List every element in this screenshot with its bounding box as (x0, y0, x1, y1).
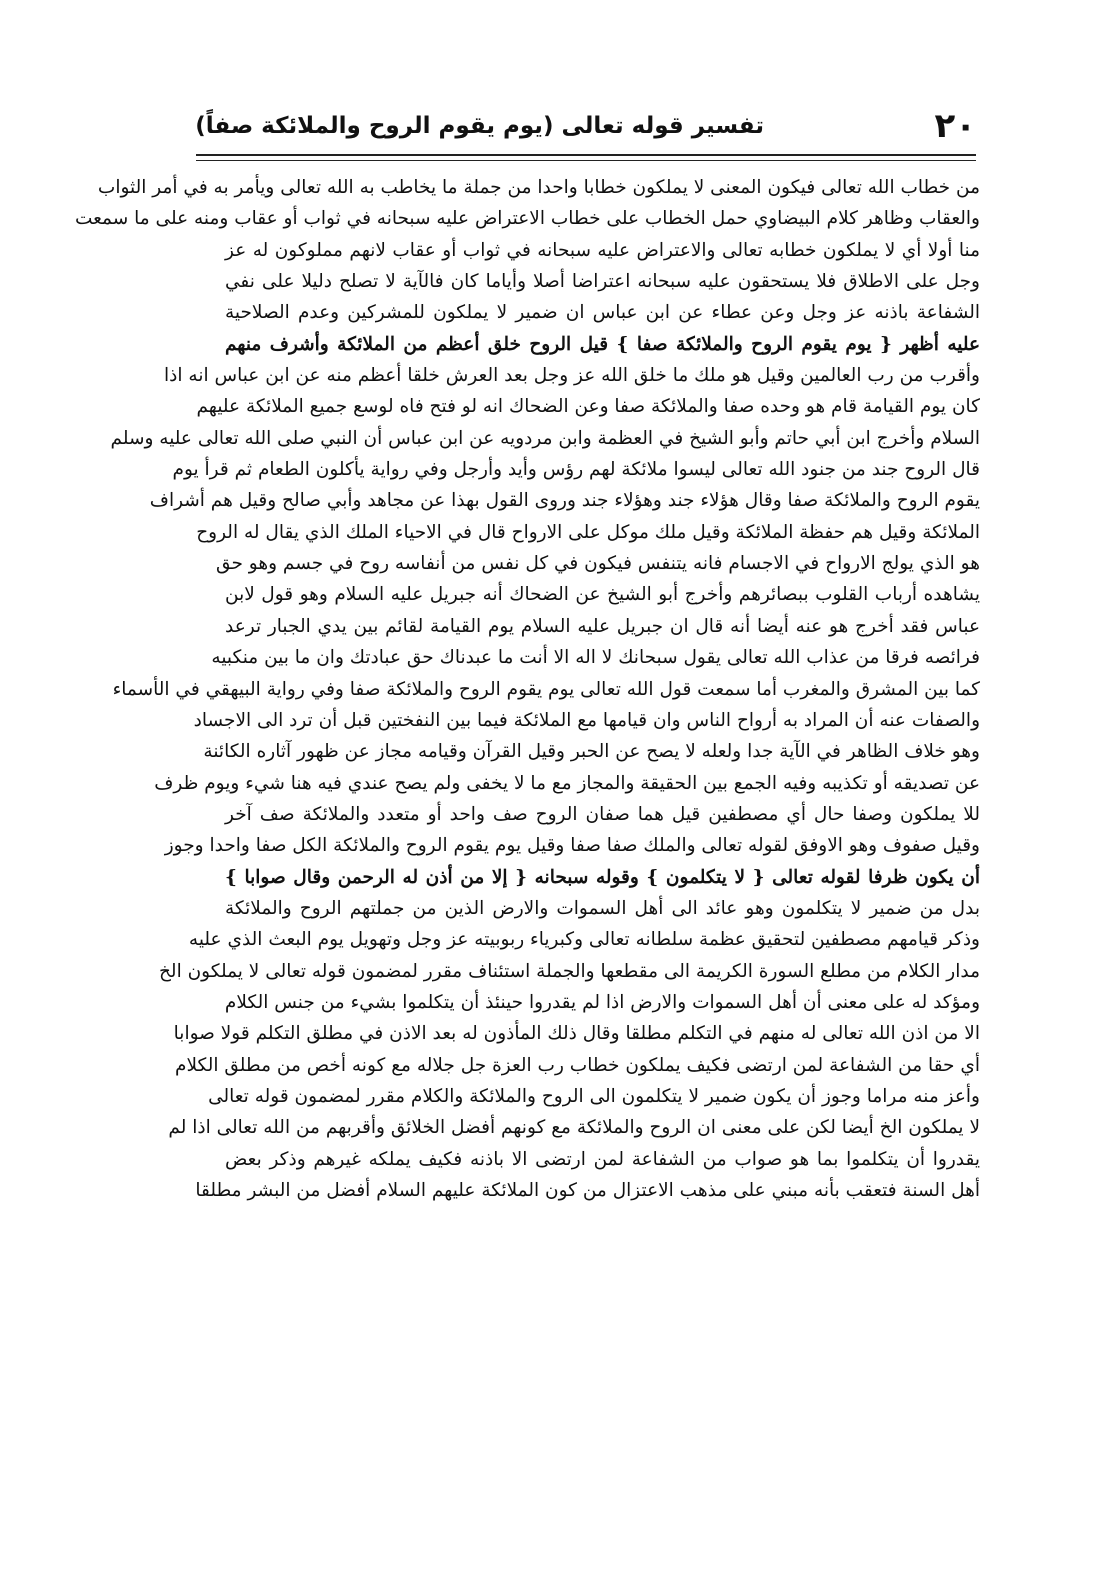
text-line: للا يملكون وصفا حال أي مصطفين قيل هما صفان الروح صف واحد أو متعدد والملائكة صف آخر (225, 803, 980, 825)
text-line: قال الروح جند من جنود الله تعالى ليسوا ملائكة لهم رؤس وأيد وأرجل وفي رواية يأكلون الطعام ثم قرأ يوم (172, 459, 980, 481)
text-line: فرائصه فرقا من عذاب الله تعالى يقول سبحانك لا اله الا أنت ما عبدناك حق عبادتك وان ما بين منكبيه (211, 647, 980, 669)
text-line: أي حقا من الشفاعة لمن ارتضى فكيف يملكون خطاب رب العزة جل جلاله مع كونه أخص من مطلق الكلام (175, 1054, 980, 1076)
body-text (74, 172, 980, 1502)
text-line: الشفاعة باذنه عز وجل وعن عطاء عن ابن عباس ان ضمير لا يملكون للمشركين وعدم الصلاحية (225, 302, 980, 324)
text-line: من خطاب الله تعالى فيكون المعنى لا يملكون خطابا واحدا من جملة ما يخاطب به الله تعالى ويأمر به في أمر الثواب (97, 177, 980, 198)
text-line: وذكر قيامهم مصطفين لتحقيق عظمة سلطانه تعالى وكبرياء ربوبيته عز وجل وتهويل يوم البعث الذي عليه (188, 929, 980, 951)
text-line: والصفات عنه أن المراد به أرواح الناس وان قيامها مع الملائكة فيما بين النفختين قبل أن ترد الى الاجساد (193, 709, 980, 731)
text-line: عباس فقد أخرج هو عنه أيضا أنه قال ان جبريل عليه السلام يوم القيامة لقائم بين يدي الجبار ترعد (225, 615, 980, 637)
page-number: ٢٠ (934, 106, 976, 146)
header-rule-thin (196, 160, 976, 161)
page-header (196, 104, 976, 152)
text-line: أهل السنة فتعقب بأنه مبني على مذهب الاعتزال من كون الملائكة عليهم السلام أفضل من البشر مطلقا (195, 1180, 980, 1201)
text-line: كما بين المشرق والمغرب أما سمعت قول الله تعالى يوم يقوم الروح والملائكة صفا وفي رواية البيهقي في الأسماء (112, 678, 980, 700)
text-line: ومؤكد له على معنى أن أهل السموات والارض اذا لم يقدروا حينئذ أن يتكلموا بشيء من جنس الكلام (224, 991, 980, 1013)
text-line: يقدروا أن يتكلموا بما هو صواب من الشفاعة لمن ارتضى الا باذنه فكيف يملكه غيرهم وذكر بعض (225, 1148, 980, 1170)
text-line: بدل من ضمير لا يتكلمون وهو عائد الى أهل السموات والارض الذين من جملتهم الروح والملائكة (225, 897, 980, 919)
text-line-quran: أن يكون ظرفا لقوله تعالى { لا يتكلمون } وقوله سبحانه { إلا من أذن له الرحمن وقال صوابا } (225, 866, 980, 888)
text-line: عن تصديقه أو تكذيبه وفيه الجمع بين الحقيقة والمجاز مع ما لا يخفى ولم يصح عندي فيه هنا شيء ويوم ظرف (154, 772, 980, 794)
text-line: الملائكة وقيل هم حفظة الملائكة وقيل ملك موكل على الارواح قال في الاحياء الملك الذي يقال له الروح (196, 521, 980, 543)
text-line: هو الذي يولج الارواح في الاجسام فانه يتنفس فيكون في كل نفس من أنفاسه روح في جسم وهو حق (216, 553, 980, 575)
text-line: الا من اذن الله تعالى له منهم في التكلم مطلقا وقال ذلك المأذون له بعد الاذن في مطلق التكلم قولا صوابا (173, 1023, 980, 1045)
text-line-quran: عليه أظهر { يوم يقوم الروح والملائكة صفا } قيل الروح خلق أعظم من الملائكة وأشرف منهم (225, 333, 980, 355)
text-line: السلام وأخرج ابن أبي حاتم وأبو الشيخ في العظمة وابن مردويه عن ابن عباس أن النبي صلى الله تعالى عليه وسلم (110, 427, 980, 449)
text-line: كان يوم القيامة قام هو وحده صفا والملائكة صفا وعن الضحاك انه لو فتح فاه لوسع جميع الملائكة عليهم (196, 396, 980, 418)
text-line: لا يملكون الخ أيضا لكن على معنى ان الروح والملائكة مع كونهم أفضل الخلائق وأقربهم من الله تعالى اذا لم (168, 1117, 980, 1139)
text-line: يشاهده أرباب القلوب ببصائرهم وأخرج أبو الشيخ عن الضحاك أنه جبريل عليه السلام وهو قول لابن (225, 584, 980, 606)
text-line: وقيل صفوف وهو الاوفق لقوله تعالى والملك صفا صفا وقيل يوم يقوم الروح والملائكة الكل صفا واحدا وجوز (164, 835, 980, 857)
text-line: وهو خلاف الظاهر في الآية جدا ولعله لا يصح عن الحبر وقيل القرآن وقيامه مجاز عن ظهور آثاره الكائنة (203, 741, 980, 763)
text-line: يقوم الروح والملائكة صفا وقال هؤلاء جند وهؤلاء جند وروى القول بهذا عن مجاهد وأبي صالح وقيل هم أشراف (149, 490, 980, 512)
text-line: منا أولا أي لا يملكون خطابه تعالى والاعتراض عليه سبحانه في ثواب أو عقاب لانهم مملوكون له عز (225, 239, 980, 261)
running-title: تفسير قوله تعالى (يوم يقوم الروح والملائكة صفاً) (195, 113, 764, 139)
text-line: وجل على الاطلاق فلا يستحقون عليه سبحانه اعتراضا أصلا وأياما كان فالآية لا تصلح دليلا على نفي (225, 271, 980, 293)
text-line: وأعز منه مراما وجوز أن يكون ضمير لا يتكلمون الى الروح والملائكة والكلام مقرر لمضمون قوله تعالى (208, 1085, 980, 1107)
text-line: وأقرب من رب العالمين وقيل هو ملك ما خلق الله عز وجل بعد العرش خلقا أعظم منه عن ابن عباس انه اذا (164, 365, 980, 387)
header-rule-thick (196, 154, 976, 156)
text-line: مدار الكلام من مطلع السورة الكريمة الى مقطعها والجملة استئناف مقرر لمضمون قوله تعالى لا يملكون الخ (158, 960, 980, 982)
text-line: والعقاب وظاهر كلام البيضاوي حمل الخطاب على خطاب الاعتراض عليه سبحانه في ثواب أو عقاب ومنه على ما سمعت (74, 208, 980, 230)
